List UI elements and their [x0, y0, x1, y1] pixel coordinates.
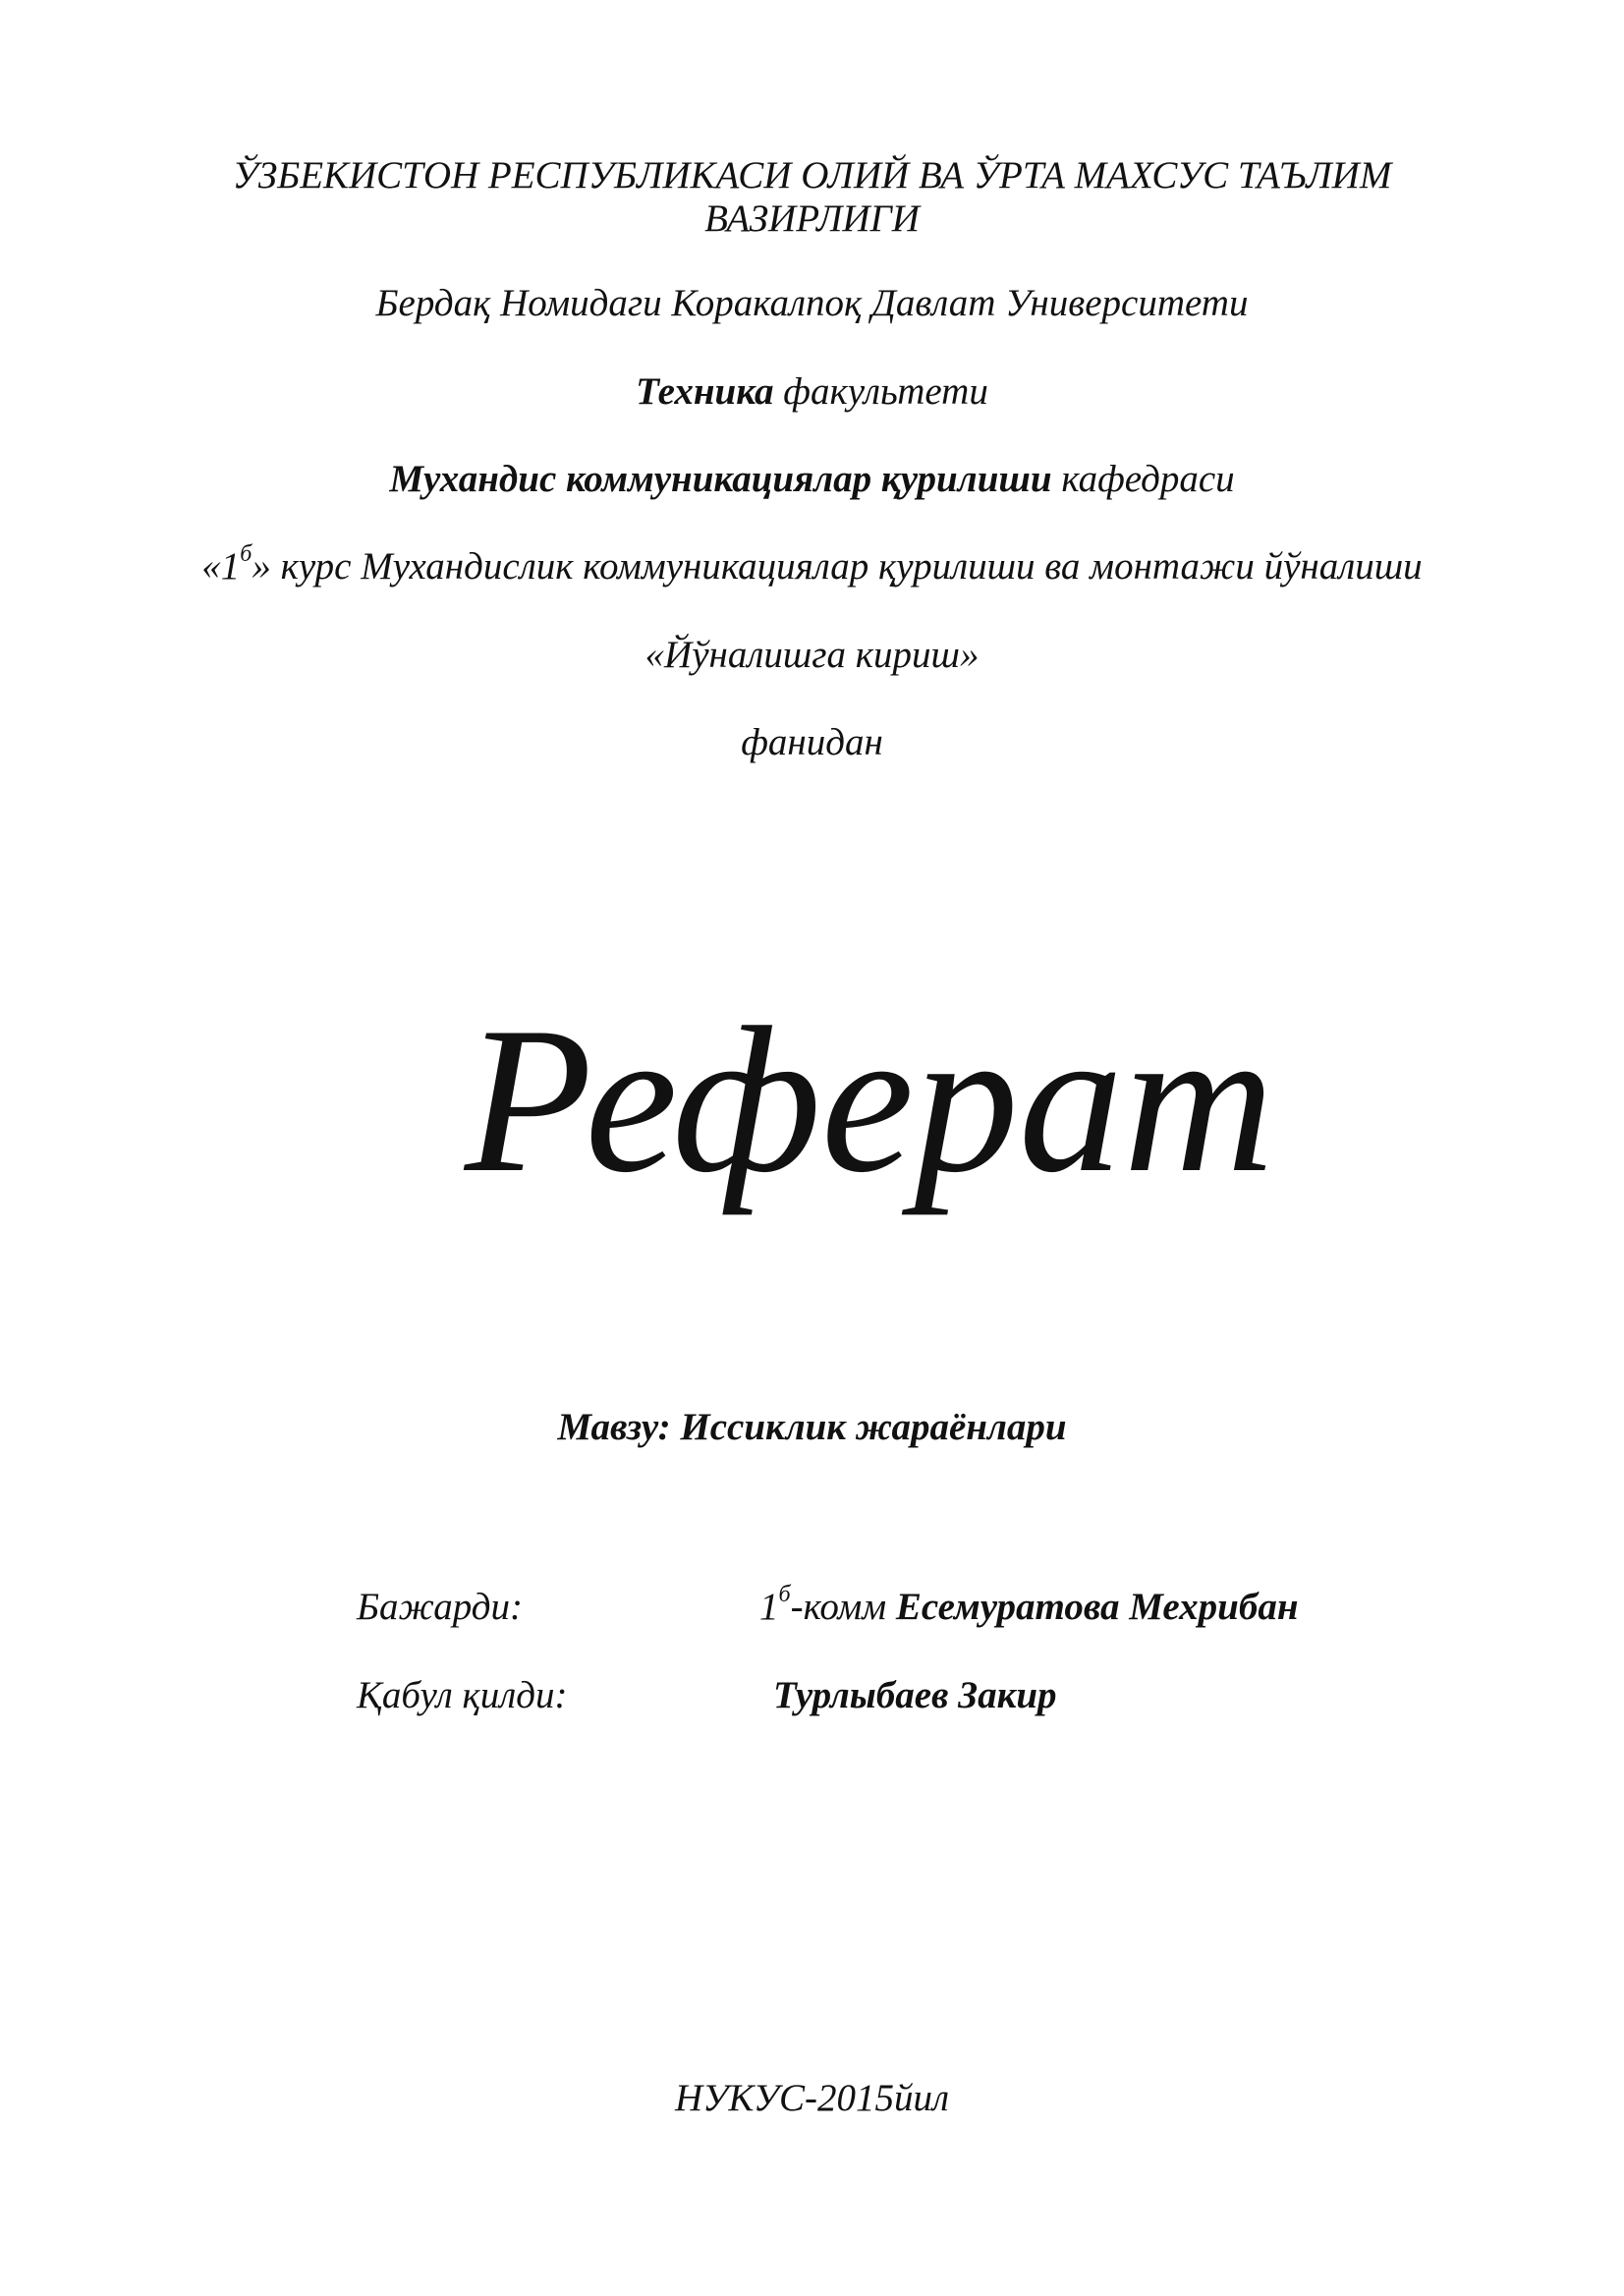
course-text: » курс Мухандислик коммуникациялар қурилиши ва монтажи йўналиши	[252, 545, 1423, 588]
faculty-line	[0, 368, 1624, 416]
ministry-line-1: ЎЗБЕКИСТОН РЕСПУБЛИКАСИ ОЛИЙ ВА ЎРТА МАХСУС ТАЪЛИМ	[232, 154, 1392, 196]
performed-value	[759, 1584, 1299, 1631]
accepted-name: Турлыбаев Закир	[773, 1674, 1057, 1716]
performed-label: Бажарди:	[357, 1586, 523, 1628]
performed-group-prefix: 1	[759, 1586, 779, 1628]
performed-group-sup: б	[778, 1582, 791, 1607]
accepted-label: Қабул қилди:	[357, 1674, 568, 1716]
department-name: Мухандис коммуникациялар қурилиши	[389, 458, 1052, 500]
department-line	[0, 456, 1624, 503]
subject-name: «Йўналишга кириш»	[644, 634, 980, 676]
course-prefix: «1	[201, 545, 241, 588]
performed-name: Есемуратова Мехрибан	[895, 1586, 1299, 1628]
topic: Мавзу: Иссиклик жараёнлари	[557, 1406, 1067, 1448]
department-suffix: кафедраси	[1051, 458, 1235, 500]
course-line	[0, 543, 1624, 590]
footer-city-year: НУКУС-2015йил	[674, 2077, 950, 2119]
course-sup: б	[240, 541, 252, 567]
subject-suffix: фанидан	[741, 721, 883, 763]
university-name: Бердақ Номидаги Коракалпоқ Давлат Университети	[375, 282, 1249, 324]
document-title: Реферат	[464, 984, 1275, 1216]
faculty-name: Техника	[636, 370, 774, 413]
performed-group-suffix: -комм	[790, 1586, 896, 1628]
ministry-line-2: ВАЗИРЛИГИ	[704, 197, 920, 240]
faculty-suffix: факультети	[773, 370, 988, 413]
